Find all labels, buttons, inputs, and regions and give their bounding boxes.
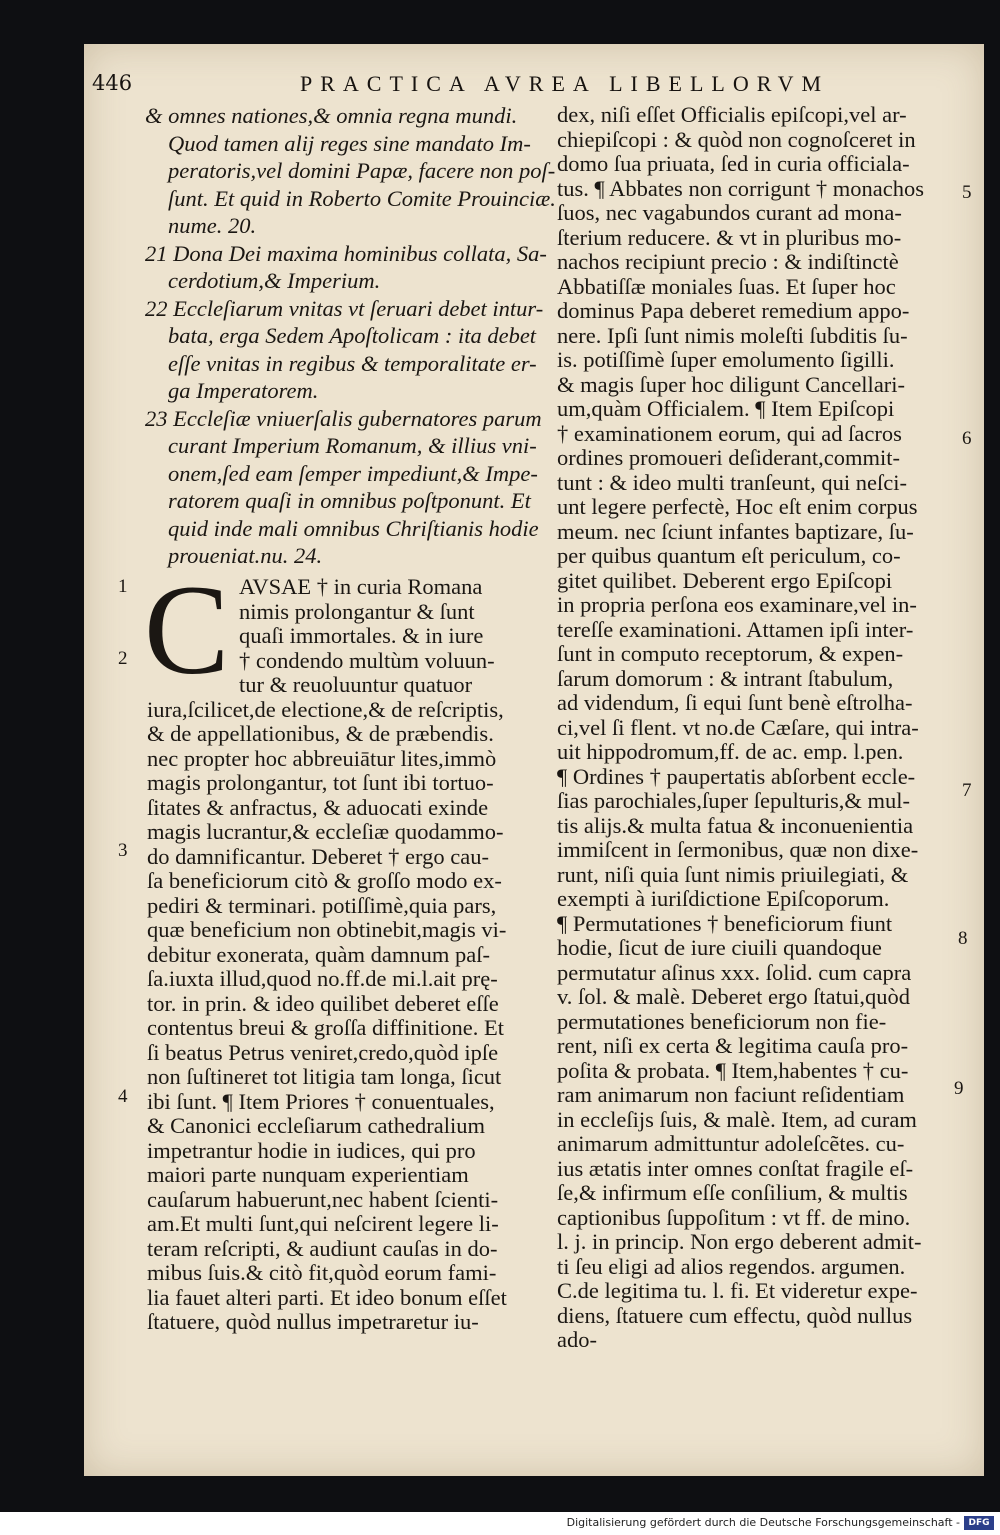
text-line: ratorem quaſi in omnibus poſtponunt. Et: [168, 488, 531, 513]
text-line: tus. ¶ Abbates non corrigunt † monachos: [557, 175, 925, 201]
text-line: tor. in prin. & ideo quilibet deberet eſſe: [147, 990, 499, 1016]
text-line: ſunt. Et quid in Roberto Comite Prouinciæ.: [168, 185, 556, 211]
margin-number: 2: [118, 648, 128, 669]
text-line: nere. Ipſi ſunt nimis moleſti ſubditis ſu-: [557, 322, 908, 348]
text-line: ti ſeu eligi ad alios regendos. argumen.: [557, 1253, 906, 1279]
margin-number: 4: [118, 1086, 128, 1107]
text-line: ius ætatis inter omnes conſtat fragile eſ-: [557, 1155, 914, 1181]
page-number: 446: [92, 71, 133, 95]
text-line: AVSAE † in curia Romana: [239, 574, 483, 599]
text-line: ad videndum, ſi equi ſunt benè eſtrolha-: [557, 690, 913, 715]
text-line: mibus ſuis.& citò fit,quòd eorum fami-: [147, 1260, 497, 1285]
text-line: magis prolongantur, tot ſunt ibi tortuo-: [147, 770, 494, 795]
digitization-footer: [0, 1512, 1000, 1535]
text-line: ſuos, nec vagabundos curant ad mona-: [557, 200, 902, 225]
text-line: ſunt in computo receptorum, & expen-: [557, 641, 904, 666]
text-line: contentus breui & groſſa diffinitione. Et: [147, 1015, 505, 1040]
text-line: dominus Papa deberet remedium appo-: [557, 298, 910, 323]
footer-credit: Digitalisierung gefördert durch die Deutsche Forschungsgemeinschaft -: [566, 1516, 960, 1529]
margin-number: 7: [962, 780, 972, 801]
text-line: hodie, ſicut de iure ciuili quandoque: [557, 935, 882, 960]
text-line: chiepiſcopi : & quòd non cognoſceret in: [557, 126, 916, 152]
text-line: runt, niſi quia ſunt nimis priuilegiati, &: [557, 861, 909, 887]
decorated-initial: C: [144, 559, 230, 701]
running-head: [90, 66, 980, 96]
text-line: nimis prolongantur & ſunt: [239, 598, 475, 624]
text-line: 21 Dona Dei maxima hominibus collata, Sa-: [145, 240, 547, 266]
text-line: peratoris,vel domini Papæ, facere non poſ-: [168, 158, 556, 183]
text-line: is. potiſſimè ſuper emolumento ſigilli.: [557, 347, 895, 372]
text-line: rent, niſi ex certa & legitima cauſa pro-: [557, 1033, 909, 1058]
text-line: nachos recipiunt precio : & indiſtinctè: [557, 249, 899, 274]
margin-number: 9: [954, 1078, 964, 1099]
text-line: um,quàm Officialem. ¶ Item Epiſcopi: [557, 396, 895, 421]
text-line: unt legere perfectè, Hoc eſt enim corpus: [557, 494, 918, 519]
text-line: exempti à iuriſdictione Epiſcoporum.: [557, 886, 890, 911]
text-line: ordines promoueri deſiderant,commit-: [557, 445, 901, 470]
text-line: domo ſua priuata, ſed in curia officiala-: [557, 151, 910, 176]
text-line: nume. 20.: [168, 213, 257, 238]
margin-number: 6: [962, 428, 972, 449]
text-line: ſa.iuxta illud,quod no.ff.de mi.l.ait prę-: [147, 966, 498, 991]
text-line: ¶ Ordines † paupertatis abſorbent eccle-: [557, 763, 916, 789]
text-line: ram animarum non faciunt reſidentiam: [557, 1082, 905, 1107]
text-line: tis alijs.& multa fatua & inconuenientia: [557, 812, 914, 838]
text-line: gitet quilibet. Deberent ergo Epiſcopi: [557, 567, 893, 593]
text-line: ſias parochiales,ſuper ſepulturis,& mul-: [557, 788, 911, 813]
text-line: magis lucrantur,& eccleſiæ quodammo-: [147, 819, 504, 844]
text-line: poſita & probata. ¶ Item,habentes † cu-: [557, 1057, 909, 1083]
text-line: ſa beneficiorum citò & groſſo modo ex-: [147, 868, 502, 893]
text-line: v. ſol. & malè. Deberet ergo ſtatui,quòd: [557, 984, 911, 1009]
text-line: ſi beatus Petrus veniret,credo,quòd ipſe: [147, 1039, 499, 1065]
text-line: ſarum domorum : & intrant ſtabulum,: [557, 665, 894, 691]
text-line: nec propter hoc abbreuiātur lites,immò: [147, 745, 497, 771]
text-line: & Canonici eccleſiarum cathedralium: [147, 1113, 485, 1138]
text-line: eſſe vnitas in regibus & temporalitate er-: [168, 350, 537, 376]
dfg-logo: DFG: [964, 1516, 994, 1530]
text-line: tunt : & ideo multi tranſeunt, qui neſci-: [557, 469, 907, 495]
text-line: Abbatiſſæ moniales ſuas. Et ſuper hoc: [557, 273, 896, 299]
text-line: permutatur aſinus xxx. ſolid. cum capra: [557, 959, 912, 985]
text-line: quid inde mali omnibus Chriſtianis hodie: [168, 515, 539, 541]
text-line: 22 Eccleſiarum vnitas vt ſeruari debet intur-: [145, 295, 544, 321]
text-line: & de appellationibus, & de præbendis.: [147, 721, 494, 746]
text-line: uit hippodromum,ff. de ac. emp. l.pen.: [557, 739, 904, 764]
text-line: cerdotium,& Imperium.: [168, 268, 381, 293]
text-line: teram reſcripti, & audiunt cauſas in do-: [147, 1235, 498, 1261]
text-line: non ſuſtineret tot litigia tam longa, ſicut: [147, 1064, 502, 1089]
text-line: permutationes beneficiorum non fie-: [557, 1008, 887, 1034]
text-line: ci,vel ſi flent. vt no.de Cæſare, qui intra-: [557, 714, 919, 740]
text-line: lia fauet alteri parti. Et ideo bonum eſſet: [147, 1284, 507, 1310]
text-line: tereſſe examinationi. Attamen ipſi inter-: [557, 616, 914, 642]
text-line: & omnes nationes,& omnia regna mundi.: [145, 103, 518, 128]
text-line: Quod tamen alij reges sine mandato Im-: [168, 130, 531, 156]
text-line: quæ beneficium non obtinebit,magis vi-: [147, 917, 507, 942]
text-line: ſterium reducere. & vt in pluribus mo-: [557, 224, 902, 250]
text-line: per quibus quantum eſt periculum, co-: [557, 543, 901, 568]
text-line: 23 Eccleſiæ vniuerſalis gubernatores parum: [145, 405, 542, 431]
text-line: in eccleſijs ſuis, & malè. Item, ad curam: [557, 1106, 917, 1132]
text-line: iura,ſcilicet,de electione,& de reſcriptis,: [147, 696, 504, 722]
text-line: captionibus ſuppoſitum : vt ff. de mino.: [557, 1204, 911, 1230]
text-line: curant Imperium Romanum, & illius vni-: [168, 433, 537, 458]
text-line: ga Imperatorem.: [168, 378, 319, 403]
running-title: PRACTICA AVREA LIBELLORVM: [300, 71, 830, 96]
margin-number: 8: [958, 928, 968, 949]
text-line: maiori parte nunquam experientiam: [147, 1162, 469, 1187]
text-line: impetrantur hodie in iudices, qui pro: [147, 1137, 476, 1163]
text-line: in propria perſona eos examinare,vel in-: [557, 592, 917, 617]
text-line: ſe,& infirmum eſſe conſilium, & multis: [557, 1180, 908, 1205]
text-line: ado-: [557, 1327, 597, 1352]
text-line: proueniat.nu. 24.: [168, 543, 323, 568]
summaries-column: [145, 102, 556, 570]
text-line: do damnificantur. Deberet † ergo cau-: [147, 843, 489, 869]
text-line: † condendo multùm voluun-: [239, 647, 495, 673]
text-line: l. j. in princip. Non ergo deberent admit-: [557, 1229, 922, 1254]
margin-number: 3: [118, 840, 128, 861]
text-line: dex, niſi eſſet Officialis epiſcopi,vel ar-: [557, 102, 907, 127]
text-line: bata, erga Sedem Apoſtolicam : ita debet: [168, 323, 537, 348]
text-line: debitur exonerata, quàm damnum paſ-: [147, 941, 491, 967]
text-line: immiſcent in ſermonibus, quæ non dixe-: [557, 837, 919, 862]
text-line: pediri & terminari. potiſſimè,quia pars,: [147, 892, 497, 918]
text-line: ¶ Permutationes † beneficiorum fiunt: [557, 910, 893, 936]
margin-number: 5: [962, 182, 972, 203]
text-line: quaſi immortales. & in iure: [239, 623, 484, 648]
text-line: ibi ſunt. ¶ Item Priores † conuentuales,: [147, 1088, 495, 1114]
text-line: tur & reuoluuntur quatuor: [239, 672, 473, 697]
left-text-column: [147, 575, 542, 1335]
text-line: C.de legitima tu. l. fi. Et videretur expe-: [557, 1278, 918, 1303]
text-line: onem,ſed eam ſemper impediunt,& Impe-: [168, 460, 538, 486]
margin-number: 1: [118, 576, 128, 597]
text-line: meum. nec ſciunt infantes baptizare, ſu-: [557, 518, 914, 544]
text-line: cauſarum habuerunt,nec habent ſcienti-: [147, 1186, 499, 1212]
text-line: ſtatuere, quòd nullus impetraretur iu-: [147, 1309, 479, 1334]
text-line: am.Et multi ſunt,qui neſcirent legere li-: [147, 1211, 499, 1236]
text-line: animarum admittuntur adoleſcẽtes. cu-: [557, 1131, 905, 1156]
text-line: diens, ſtatuere cum effectu, quòd nullus: [557, 1302, 913, 1328]
text-line: & magis ſuper hoc diligunt Cancellari-: [557, 371, 906, 397]
text-line: ſitates & anfractus, & aduocati exinde: [147, 794, 489, 820]
text-line: † examinationem eorum, qui ad ſacros: [557, 420, 902, 446]
right-text-column: [557, 103, 957, 1353]
